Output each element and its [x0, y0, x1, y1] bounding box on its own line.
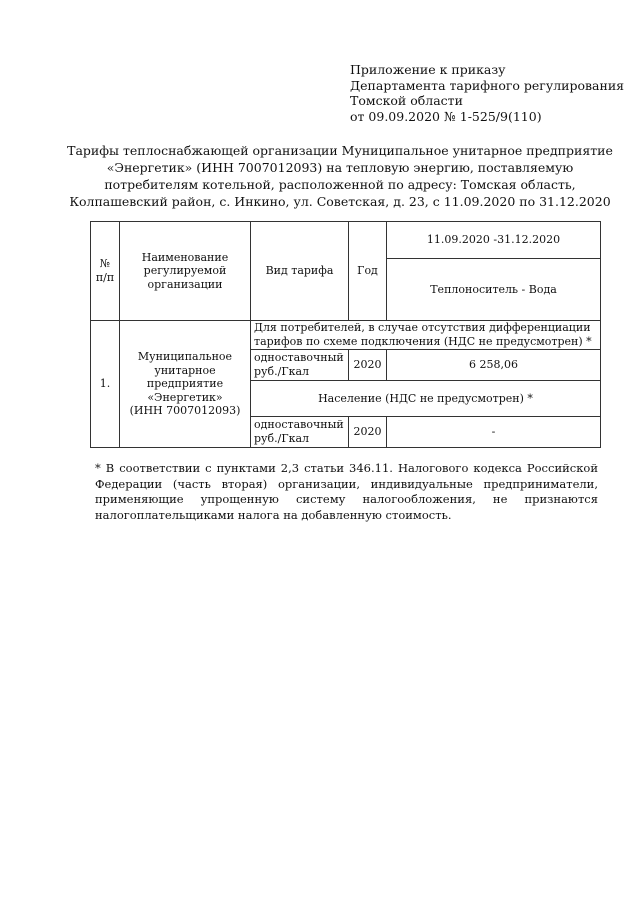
tariff-table [90, 221, 601, 448]
header-year-cell: Год [349, 222, 387, 321]
footnote: * В соответствии с пунктами 2,3 статьи 346.11. Налогового кодекса Российской Федерации (часть вторая) организации, индивидуальные предприниматели, применяющие упрощенную систему налогообложения, не признаются налогоплательщиками налога на добавленную стоимость. [95, 461, 598, 522]
appendix-line: Томской области [350, 93, 463, 109]
title-line: потребителям котельной, расположенной по адресу: Томская область, [104, 177, 576, 192]
header-organization-cell: Наименование регулируемой организации [120, 222, 251, 321]
tariff-type-cell: одноставочный руб./Гкал [251, 350, 349, 381]
title-line: Колпашевский район, с. Инкино, ул. Советская, д. 23, с 11.09.2020 по 31.12.2020 [69, 194, 611, 209]
header-carrier-cell: Теплоноситель - Вода [387, 259, 601, 321]
appendix-line: от 09.09.2020 № 1-525/9(110) [350, 108, 542, 124]
year-cell: 2020 [349, 417, 387, 448]
header-tariff-type-cell: Вид тарифа [251, 222, 349, 321]
appendix-block [350, 62, 625, 124]
tariff-value-cell: - [387, 417, 601, 448]
tariff-type-cell: одноставочный руб./Гкал [251, 417, 349, 448]
header-number-cell: № п/п [91, 222, 120, 321]
table-row [91, 321, 601, 350]
section-population-cell: Население (НДС не предусмотрен) * [251, 381, 601, 417]
row-organization-cell: Муниципальное унитарное предприятие «Энергетик» (ИНН 7007012093) [120, 321, 251, 448]
title-line: «Энергетик» (ИНН 7007012093) на тепловую энергию, поставляемую [106, 160, 574, 175]
section-consumers-cell: Для потребителей, в случае отсутствия дифференциации тарифов по схеме подключения (НДС не предусмотрен) * [251, 321, 601, 350]
title-line: Тарифы теплоснабжающей организации Муниципальное унитарное предприятие [67, 143, 613, 158]
appendix-line: Приложение к приказу [350, 62, 506, 77]
row-number-cell: 1. [91, 321, 120, 448]
header-period-cell: 11.09.2020 -31.12.2020 [387, 222, 601, 259]
appendix-line: Департамента тарифного регулирования [350, 77, 625, 93]
year-cell: 2020 [349, 350, 387, 381]
table-header-row [91, 222, 601, 259]
tariff-value-cell: 6 258,06 [387, 350, 601, 381]
document-title [60, 142, 620, 210]
